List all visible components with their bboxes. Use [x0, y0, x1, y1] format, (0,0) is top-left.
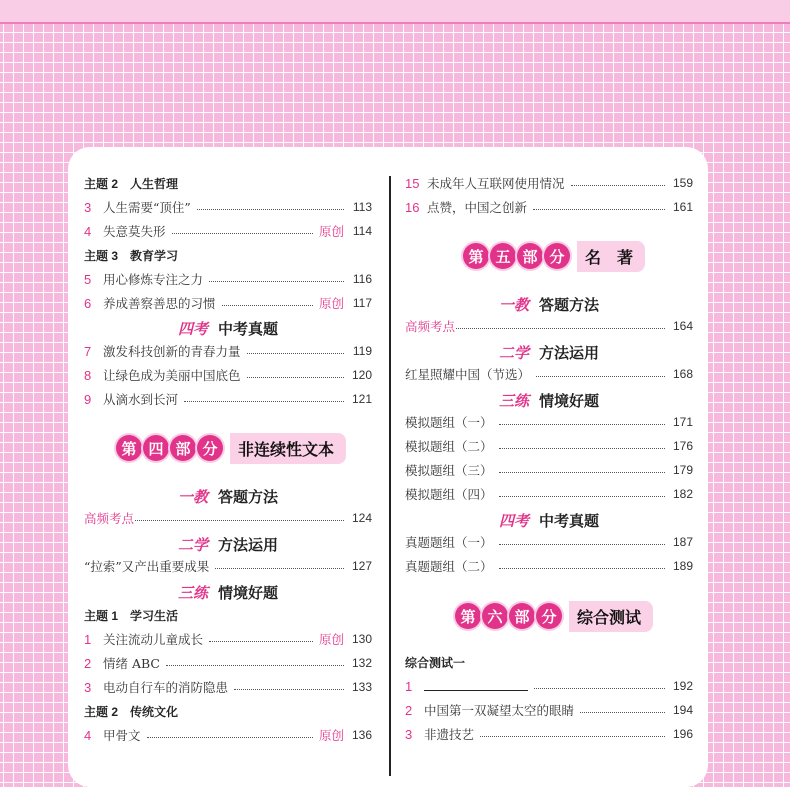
- toc-entry[interactable]: [84, 555, 372, 577]
- section-label: 答题方法: [218, 488, 279, 506]
- blank-underline: [424, 678, 528, 691]
- banner-char: 分: [544, 243, 570, 269]
- entry-page: 164: [672, 319, 693, 333]
- toc-entry[interactable]: [84, 652, 372, 674]
- entry-page: 113: [352, 200, 372, 214]
- leader-dots: [580, 712, 665, 713]
- entry-title: 模拟题组（二）: [405, 439, 493, 454]
- banner-char: 五: [490, 243, 516, 269]
- banner-char: 第: [116, 435, 142, 461]
- section-lead: 一教: [177, 487, 208, 506]
- entry-title: 关注流动儿童成长: [103, 632, 204, 647]
- entry-title: 中国第一双凝望太空的眼睛: [424, 703, 575, 718]
- entry-number: 9: [84, 391, 92, 407]
- leader-dots: [456, 328, 665, 329]
- toc-entry[interactable]: [405, 435, 693, 457]
- toc-entry[interactable]: [84, 292, 372, 314]
- toc-entry[interactable]: [405, 699, 693, 721]
- section-heading-sikao: [405, 507, 693, 533]
- entry-title: 模拟题组（三）: [405, 463, 493, 478]
- banner-char: 分: [197, 435, 223, 461]
- toc-entry[interactable]: [84, 196, 372, 218]
- leader-dots: [147, 737, 313, 738]
- banner-char: 第: [463, 243, 489, 269]
- leader-dots: [499, 424, 665, 425]
- toc-entry[interactable]: [84, 507, 372, 529]
- banner-char: 部: [170, 435, 196, 461]
- topic-heading: 主题 2 人生哲理: [84, 176, 179, 191]
- entry-number: 16: [405, 199, 420, 215]
- leader-dots: [534, 688, 665, 689]
- entry-title: 用心修炼专注之力: [103, 272, 204, 287]
- toc-entry[interactable]: [405, 723, 693, 745]
- section-heading-sikao: [84, 315, 372, 341]
- entry-title: 未成年人互联网使用情况: [427, 176, 565, 191]
- section-lead: 四考: [498, 511, 529, 530]
- leader-dots: [533, 209, 665, 210]
- entry-number: 3: [84, 199, 92, 215]
- toc-entry[interactable]: [405, 196, 693, 218]
- entry-title: 情绪 ABC: [103, 656, 160, 671]
- leader-dots: [499, 472, 665, 473]
- toc-entry[interactable]: [84, 268, 372, 290]
- section-lead: 二学: [177, 535, 208, 554]
- section-lead: 三练: [177, 583, 208, 602]
- leader-dots: [247, 353, 344, 354]
- topic-heading: 主题 2 传统文化: [84, 704, 179, 719]
- entry-number: 8: [84, 367, 92, 383]
- leader-dots: [571, 185, 665, 186]
- section-label: 情境好题: [218, 584, 279, 602]
- entry-title: 养成善察善思的习惯: [103, 296, 216, 311]
- section-heading-erxue: [84, 531, 372, 557]
- toc-entry[interactable]: [405, 459, 693, 481]
- entry-title: 真题题组（二）: [405, 559, 493, 574]
- entry-title-blank: [424, 678, 528, 694]
- part-six-banner: [455, 600, 653, 632]
- entry-title: 电动自行车的消防隐患: [103, 680, 229, 695]
- leader-dots: [499, 496, 665, 497]
- leader-dots: [215, 568, 344, 569]
- entry-page: 119: [352, 344, 372, 358]
- toc-entry[interactable]: [84, 676, 372, 698]
- entry-page: 124: [351, 511, 372, 525]
- section-heading-sanlian: [405, 387, 693, 413]
- entry-page: 132: [351, 656, 372, 670]
- section-heading-sanlian: [84, 579, 372, 605]
- original-tag: 原创: [318, 728, 344, 743]
- entry-number: 4: [84, 223, 92, 239]
- part-four-banner: [116, 432, 346, 464]
- entry-number: 1: [405, 678, 413, 694]
- entry-page: 120: [351, 368, 372, 382]
- entry-page: 189: [672, 559, 693, 573]
- entry-page: 187: [672, 535, 693, 549]
- entry-page: 179: [672, 463, 693, 477]
- section-label: 答题方法: [539, 296, 600, 314]
- banner-char: 第: [455, 603, 481, 629]
- entry-page: 192: [672, 679, 693, 693]
- section-lead: 四考: [177, 319, 208, 338]
- entry-title: 高频考点: [84, 512, 135, 526]
- entry-page: 171: [672, 415, 693, 429]
- leader-dots: [172, 233, 313, 234]
- toc-entry[interactable]: [84, 364, 372, 386]
- entry-title: 从滴水到长河: [103, 392, 179, 407]
- entry-number: 7: [84, 343, 92, 359]
- toc-entry[interactable]: [405, 315, 693, 337]
- entry-page: 121: [351, 392, 372, 406]
- banner-title: 非连续性文本: [230, 433, 346, 464]
- section-lead: 一教: [498, 295, 529, 314]
- leader-dots: [197, 209, 344, 210]
- entry-number: 6: [84, 295, 92, 311]
- entry-page: 114: [352, 224, 372, 238]
- entry-page: 159: [672, 176, 693, 190]
- toc-entry[interactable]: [405, 363, 693, 385]
- entry-page: 127: [351, 559, 372, 573]
- topic-heading: 主题 1 学习生活: [84, 608, 179, 623]
- leader-dots: [166, 665, 344, 666]
- entry-title: 人生需要“顶住”: [103, 200, 191, 215]
- entry-page: 176: [672, 439, 693, 453]
- entry-number: 4: [84, 727, 92, 743]
- toc-entry[interactable]: [405, 531, 693, 553]
- entry-number: 3: [405, 726, 413, 742]
- entry-title: 模拟题组（四）: [405, 487, 493, 502]
- part-five-banner: [463, 240, 645, 272]
- entry-title: 模拟题组（一）: [405, 415, 493, 430]
- entry-page: 130: [351, 632, 372, 646]
- banner-char: 六: [482, 603, 508, 629]
- section-label: 方法运用: [218, 536, 279, 554]
- toc-entry[interactable]: [84, 220, 372, 242]
- entry-page: 117: [352, 296, 372, 310]
- entry-number: 15: [405, 175, 420, 191]
- column-divider: [389, 176, 391, 776]
- entry-number: 2: [405, 702, 413, 718]
- toc-entry[interactable]: [405, 483, 693, 505]
- entry-number: 2: [84, 655, 92, 671]
- topic-heading: 主题 3 教育学习: [84, 248, 179, 263]
- section-label: 中考真题: [539, 512, 600, 530]
- entry-title: 让绿色成为美丽中国底色: [103, 368, 241, 383]
- leader-dots: [536, 376, 665, 377]
- banner-title: 名 著: [577, 241, 645, 272]
- leader-dots: [135, 520, 344, 521]
- leader-dots: [480, 736, 665, 737]
- entry-page: 116: [352, 272, 372, 286]
- toc-entry[interactable]: [84, 724, 372, 746]
- section-label: 情境好题: [539, 392, 600, 410]
- original-tag: 原创: [318, 224, 344, 239]
- banner-char: 四: [143, 435, 169, 461]
- entry-number: 3: [84, 679, 92, 695]
- toc-entry[interactable]: [84, 388, 372, 410]
- toc-entry[interactable]: [405, 411, 693, 433]
- leader-dots: [209, 641, 313, 642]
- toc-entry[interactable]: [405, 555, 693, 577]
- section-heading-yijiao: [405, 291, 693, 317]
- banner-title: 综合测试: [569, 601, 653, 632]
- leader-dots: [499, 544, 665, 545]
- entry-page: 196: [672, 727, 693, 741]
- section-heading-yijiao: [84, 483, 372, 509]
- entry-page: 161: [672, 200, 693, 214]
- original-tag: 原创: [318, 632, 344, 647]
- toc-entry[interactable]: [84, 628, 372, 650]
- top-band: [0, 0, 790, 24]
- banner-char: 部: [517, 243, 543, 269]
- leader-dots: [499, 448, 665, 449]
- entry-title: 非遗技艺: [424, 727, 475, 742]
- toc-entry[interactable]: [84, 340, 372, 362]
- entry-page: 182: [672, 487, 693, 501]
- entry-page: 168: [672, 367, 693, 381]
- entry-title: 甲骨文: [103, 728, 141, 743]
- leader-dots: [247, 377, 344, 378]
- entry-title: 激发科技创新的青春力量: [103, 344, 241, 359]
- entry-page: 194: [672, 703, 693, 717]
- leader-dots: [222, 305, 313, 306]
- section-label: 中考真题: [218, 320, 279, 338]
- entry-title: 真题题组（一）: [405, 535, 493, 550]
- entry-title: 失意莫失形: [103, 224, 166, 239]
- toc-entry[interactable]: [405, 675, 693, 697]
- section-heading-erxue: [405, 339, 693, 365]
- section-lead: 二学: [498, 343, 529, 362]
- entry-title: 点赞，中国之创新: [427, 200, 528, 215]
- entry-title: 高频考点: [405, 320, 456, 334]
- entry-title: 红星照耀中国（节选）: [405, 367, 531, 382]
- toc-entry[interactable]: [405, 172, 693, 194]
- leader-dots: [499, 568, 665, 569]
- section-lead: 三练: [498, 391, 529, 410]
- entry-title: “拉索”又产出重要成果: [84, 559, 210, 574]
- banner-char: 部: [509, 603, 535, 629]
- topic-heading: 综合测试一: [405, 655, 466, 670]
- entry-page: 133: [351, 680, 372, 694]
- leader-dots: [234, 689, 344, 690]
- original-tag: 原创: [318, 296, 344, 311]
- leader-dots: [184, 401, 344, 402]
- section-label: 方法运用: [539, 344, 600, 362]
- entry-page: 136: [351, 728, 372, 742]
- leader-dots: [209, 281, 344, 282]
- entry-number: 1: [84, 631, 92, 647]
- entry-number: 5: [84, 271, 92, 287]
- banner-char: 分: [536, 603, 562, 629]
